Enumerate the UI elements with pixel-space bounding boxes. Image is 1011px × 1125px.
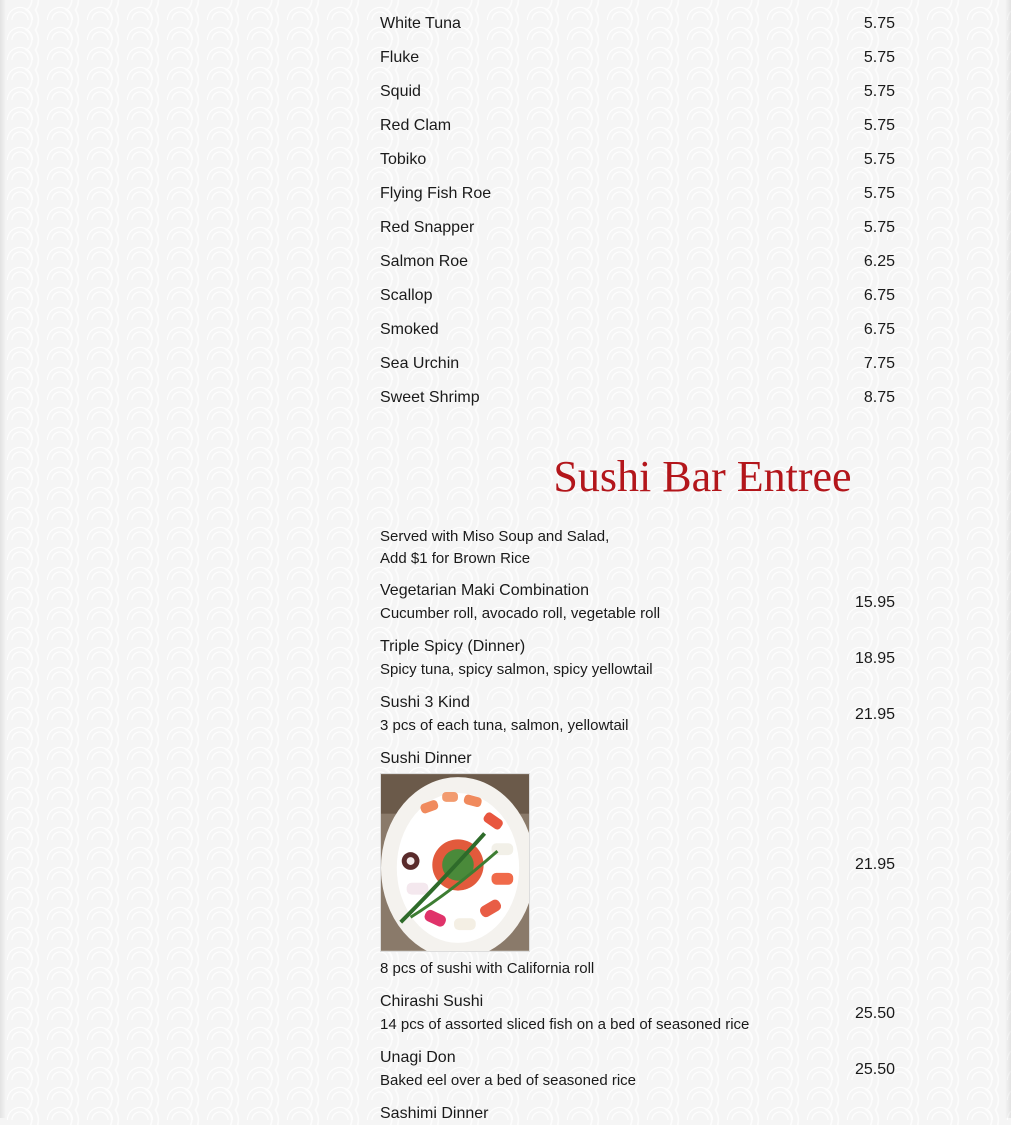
nigiri-price-list <box>380 12 895 420</box>
entree-item <box>380 580 895 626</box>
menu-item <box>380 352 895 386</box>
intro-line: Add $1 for Brown Rice <box>380 550 531 567</box>
menu-item <box>380 182 895 216</box>
entree-item <box>380 1047 895 1093</box>
menu-item-name: Squid <box>380 83 421 100</box>
entree-price: 21.95 <box>854 706 895 723</box>
menu-item-name: Sea Urchin <box>380 355 460 372</box>
entree-item <box>380 1103 895 1125</box>
entree-description: 3 pcs of each tuna, salmon, yellowtail <box>380 717 629 734</box>
entree-title: Sushi Dinner <box>380 750 472 767</box>
entree-description: 8 pcs of sushi with California roll <box>380 960 595 977</box>
menu-item-price: 8.75 <box>863 389 895 406</box>
menu-item-name: Red Clam <box>380 117 452 134</box>
entree-title: Triple Spicy (Dinner) <box>380 638 526 655</box>
menu-item <box>380 148 895 182</box>
menu-item-price: 5.75 <box>863 219 895 236</box>
entree-price: 21.95 <box>854 855 895 873</box>
menu-item-price: 7.75 <box>863 355 895 372</box>
menu-item <box>380 114 895 148</box>
sushi-dinner-photo[interactable] <box>380 773 530 952</box>
menu-item-name: Fluke <box>380 49 420 66</box>
menu-item-name: Red Snapper <box>380 219 475 236</box>
menu-item-price: 5.75 <box>863 151 895 168</box>
menu-item-name: Scallop <box>380 287 433 304</box>
menu-item-name: Sweet Shrimp <box>380 389 480 406</box>
menu-item-price: 5.75 <box>863 117 895 134</box>
menu-item <box>380 216 895 250</box>
entree-title: Sushi 3 Kind <box>380 694 470 711</box>
section-title: Sushi Bar Entree <box>553 452 852 501</box>
entree-item <box>380 748 895 981</box>
entree-description: Cucumber roll, avocado roll, vegetable roll <box>380 605 661 622</box>
section-intro <box>380 526 895 570</box>
entree-description: Spicy tuna, spicy salmon, spicy yellowtail <box>380 661 653 678</box>
entree-price: 25.50 <box>854 1061 895 1078</box>
menu-item <box>380 386 895 420</box>
page-edge-right <box>1005 0 1011 1118</box>
entree-title: Unagi Don <box>380 1049 456 1066</box>
menu-item-price: 5.75 <box>863 83 895 100</box>
menu-item-name: Flying Fish Roe <box>380 185 492 202</box>
menu-item-name: Smoked <box>380 321 439 338</box>
entree-price: 18.95 <box>854 650 895 667</box>
menu-item <box>380 318 895 352</box>
menu-item <box>380 284 895 318</box>
page-edge-left <box>0 0 6 1118</box>
menu-item-name: Tobiko <box>380 151 427 168</box>
entree-price: 25.50 <box>854 1005 895 1022</box>
menu-item-price: 6.75 <box>863 287 895 304</box>
menu-item-name: Salmon Roe <box>380 253 469 270</box>
entree-item <box>380 991 895 1037</box>
menu-item-price: 6.75 <box>863 321 895 338</box>
menu-item-name: White Tuna <box>380 15 461 32</box>
entree-description: 14 pcs of assorted sliced fish on a bed of seasoned rice <box>380 1016 750 1033</box>
entree-title: Sashimi Dinner <box>380 1105 489 1122</box>
entree-description: Baked eel over a bed of seasoned rice <box>380 1072 637 1089</box>
menu-item <box>380 12 895 46</box>
menu-item-price: 5.75 <box>863 15 895 32</box>
menu-item <box>380 80 895 114</box>
intro-line: Served with Miso Soup and Salad, <box>380 528 610 545</box>
menu-content <box>380 12 895 1125</box>
entree-price: 15.95 <box>854 594 895 611</box>
menu-item <box>380 250 895 284</box>
menu-item-price: 5.75 <box>863 49 895 66</box>
menu-item-price: 6.25 <box>863 253 895 270</box>
entree-item <box>380 636 895 682</box>
entree-item <box>380 692 895 738</box>
entree-title: Vegetarian Maki Combination <box>380 582 590 599</box>
menu-item-price: 5.75 <box>863 185 895 202</box>
entree-title: Chirashi Sushi <box>380 993 484 1010</box>
menu-item <box>380 46 895 80</box>
